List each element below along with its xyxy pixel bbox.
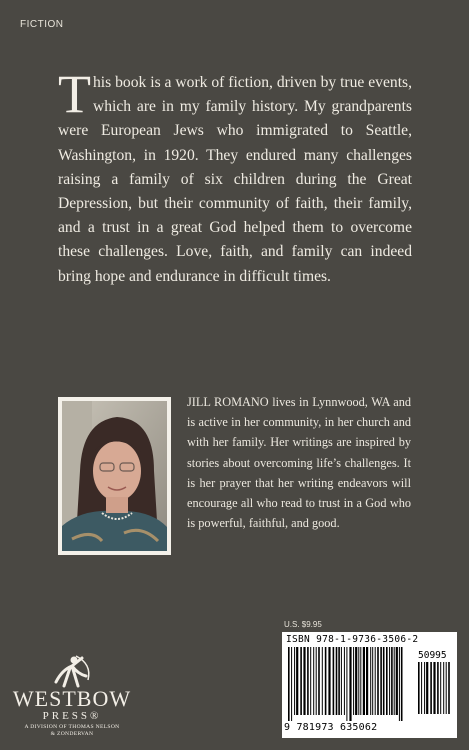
ean-barcode-bars (286, 647, 414, 721)
author-photo (58, 397, 171, 555)
author-portrait-image (62, 401, 167, 551)
author-bio: JILL ROMANO lives in Lynnwood, WA and is active in her community, in her church and with her family. Her writings are inspired by stories about overcoming life’s challenges. It is her prayer that her writing endeavors will encourage all who read to trust in a God who is powerful, faithful, and good. (187, 395, 411, 531)
ean-digits: 9 781973 635062 (284, 722, 378, 733)
price-code: 50995 (418, 650, 447, 661)
division-line-1: A DIVISION OF THOMAS NELSON (24, 724, 120, 730)
drop-cap: T (58, 64, 91, 124)
back-cover-blurb (58, 64, 412, 289)
publisher-logo (12, 652, 132, 748)
price-label: U.S. $9.95 (284, 620, 322, 629)
publisher-name: WESTBOW (12, 686, 132, 711)
publisher-press: PRESS® (42, 710, 102, 722)
genre-label: FICTION (20, 19, 64, 30)
price-addon-barcode-bars (416, 662, 454, 720)
isbn-barcode (282, 632, 457, 738)
publisher-division (12, 724, 132, 738)
archer-icon (12, 652, 132, 690)
isbn-text: ISBN 978-1-9736-3506-2 (286, 634, 419, 645)
blurb-text: his book is a work of fiction, driven by true events, which are in my family history. My grandparents were European Jews who immigrated to Seattle, Washington, in 1920. They endured many challenges raising a family of six children during the Great Depression, but their community of faith, their family, and a trust in a great God helped them to overcome these challenges. Love, faith, and family can indeed bring hope and endurance in difficult times. (58, 74, 412, 285)
division-line-2: & ZONDERVAN (50, 731, 94, 737)
